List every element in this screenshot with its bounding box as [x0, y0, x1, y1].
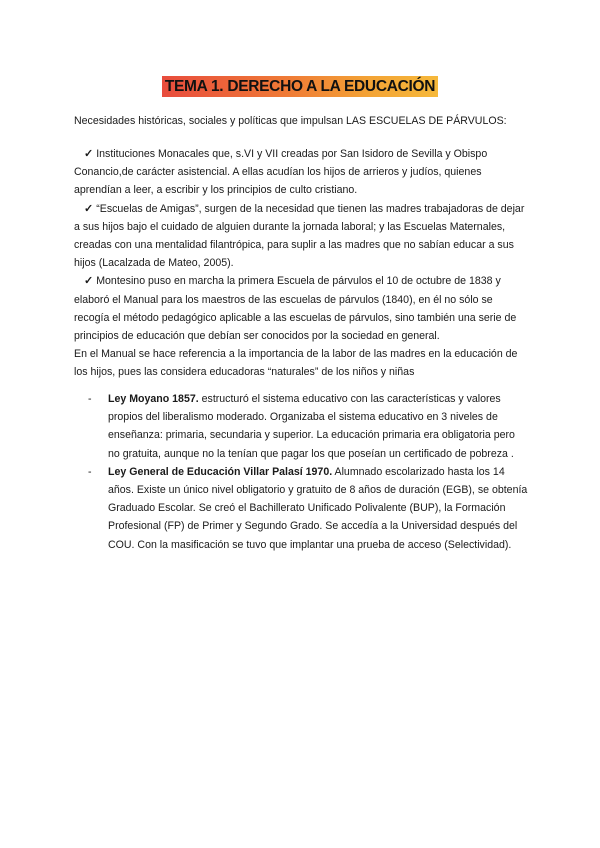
title-container	[0, 76, 600, 97]
law-name: Ley General de Educación Villar Palasí 1970.	[108, 465, 333, 478]
law-item	[88, 390, 528, 463]
checklist-item	[74, 272, 529, 345]
checklist-item-text: “Escuelas de Amigas”, surgen de la necesidad que tienen las madres trabajadoras de dejar a sus hijos bajo el cuidado de alguien durante la jornada laboral; y las Escuelas Maternales, creadas con una mentalidad filantrópica, para suplir a las madres que no sabían educar a sus hijos (Lacalzada de Mateo, 2005).	[74, 202, 525, 270]
checklist	[74, 145, 529, 382]
dash-bullet-icon: -	[88, 465, 92, 478]
checklist-item	[74, 200, 529, 273]
law-item	[88, 463, 528, 554]
intro-paragraph: Necesidades históricas, sociales y políticas que impulsan LAS ESCUELAS DE PÁRVULOS:	[74, 115, 507, 127]
checklist-item	[74, 145, 529, 200]
page-title	[162, 76, 438, 97]
checklist-item-text: Instituciones Monacales que, s.VI y VII creadas por San Isidoro de Sevilla y Obispo Conancio,de carácter asistencial. A ellas acudían los hijos de arrieros y judíos, quienes aprendían a leer, a escribir y los principios de culto cristiano.	[74, 148, 488, 197]
law-name: Ley Moyano 1857.	[108, 393, 199, 405]
title-part-2: A LA EDUCACIÓN	[306, 78, 436, 95]
laws-list	[88, 390, 528, 554]
law-description: estructuró el sistema educativo con las características y valores propios del liberalismo moderado. Organizaba el sistema educativo en 3 niveles de enseñanza: primaria, secundaria y superior. La educación primaria era obligatoria pero no gratuita, aunque no la tenían que pagar los que poseían un certificado de pobreza .	[108, 393, 515, 460]
dash-bullet-icon: -	[88, 393, 92, 405]
check-icon: ✓	[84, 275, 94, 288]
law-description: Alumnado escolarizado hasta los 14 años. Existe un único nivel obligatorio y gratuito de 8 años de duración (EGB), se obtenía Graduado Escolar. Se creó el Bachillerato Unificado Polivalente (BUP), la Formación Profesional (FP) de Primer y Segundo Grado. Se accedía a la Universidad después del COU. Con la masificación se tuvo que implantar una prueba de acceso (Selectividad).	[108, 465, 528, 551]
check-icon: ✓	[84, 148, 94, 160]
checklist-item-text: Montesino puso en marcha la primera Escuela de párvulos el 10 de octubre de 1838 y elaboró el Manual para los maestros de las escuelas de párvulos (1840), en él no sólo se recogía el método pedagógico aplicable a las escuelas de párvulos, sino también una serie de principios de educación que debían ser conocidos por la sociedad en general.	[74, 275, 517, 343]
check-icon: ✓	[84, 202, 94, 215]
manual-note: En el Manual se hace referencia a la importancia de la labor de las madres en la educación de los hijos, pues las considera educadoras “naturales” de los niños y niñas	[74, 348, 518, 379]
title-part-1: TEMA 1. DERECHO	[164, 78, 307, 95]
